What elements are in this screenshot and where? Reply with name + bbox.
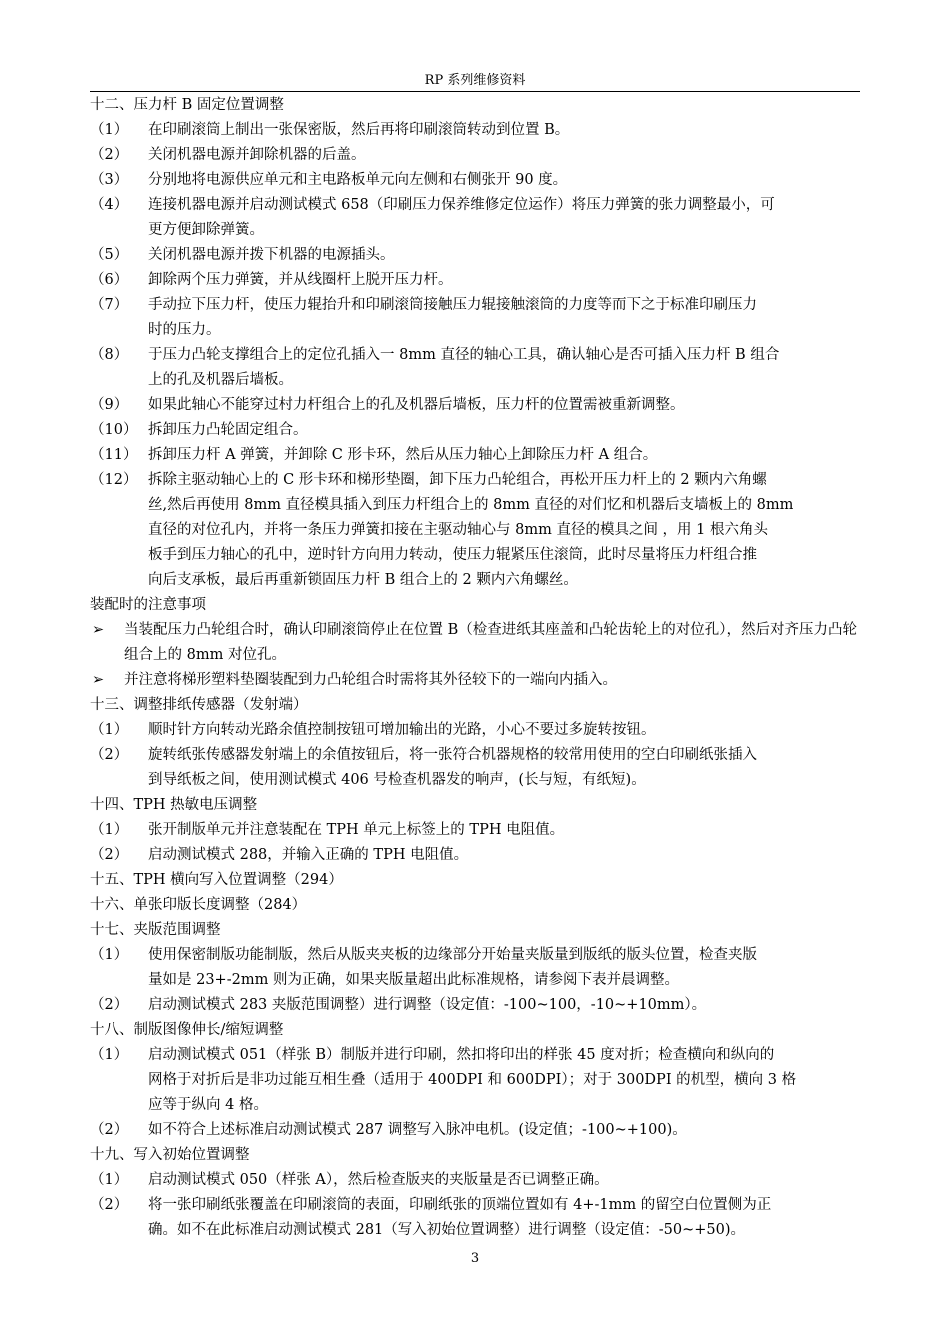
section-heading: 十六、单张印版长度调整（284） <box>90 897 307 913</box>
step-number: （10） <box>90 422 138 438</box>
step-number: （2） <box>90 997 129 1013</box>
step-text-line: 更方便卸除弹簧。 <box>148 222 264 238</box>
step-number: （2） <box>90 747 129 763</box>
step-text-line: 丝,然后再使用 8mm 直径模具插入到压力杆组合上的 8mm 直径的对们忆和机器后支墙板上的 8mm <box>148 497 794 513</box>
step-text-line: 后对齐压力凸轮组合上的 8mm 对位孔。 <box>124 622 858 663</box>
step-text-line: 量如是 23+-2mm 则为正确，如果夹版量超出此标准规格，请参阅下表并晨调整。 <box>148 972 679 988</box>
step-text-line: 应等于纵向 4 格。 <box>148 1097 268 1113</box>
step-number: （5） <box>90 247 129 263</box>
step-text-line: 时的压力。 <box>148 322 221 338</box>
numbered-step <box>90 1168 860 1193</box>
step-text-line: 上的孔及机器后墙板。 <box>148 372 293 388</box>
step-text-line: 关闭机器电源并卸除机器的后盖。 <box>148 147 366 163</box>
step-number: （8） <box>90 347 129 363</box>
step-text-line: 如不符合上述标准启动测试模式 287 调整写入脉冲电机。(设定值；-100~+100)。 <box>148 1122 687 1138</box>
step-text-line: 启动测试模式 283 夹版范围调整）进行调整（设定值：-100~100，-10~+10mm）。 <box>148 997 707 1013</box>
step-number: （3） <box>90 172 129 188</box>
section-heading: 十三、调整排纸传感器（发射端） <box>90 697 308 713</box>
step-number: （1） <box>90 722 129 738</box>
step-text-line: 旋转纸张传感器发射端上的余值按钮后，将一张符合机器规格的较常用使用的空白印刷纸张插入 <box>148 747 757 763</box>
section-heading: 十八、制版图像伸长/缩短调整 <box>90 1022 284 1038</box>
step-text-line: 顺时针方向转动光路余值控制按钮可增加输出的光路，小心不要过多旋转按钮。 <box>148 722 656 738</box>
numbered-step <box>90 443 860 468</box>
step-number: （2） <box>90 147 129 163</box>
numbered-step <box>90 1043 860 1118</box>
numbered-step <box>90 943 860 993</box>
numbered-step <box>90 343 860 393</box>
numbered-step <box>90 418 860 443</box>
step-text-line: 如果此轴心不能穿过村力杆组合上的孔及机器后墙板，压力杆的位置需被重新调整。 <box>148 397 685 413</box>
bullet-item <box>90 668 860 693</box>
step-number: （12） <box>90 472 138 488</box>
section-heading: 十二、压力杆 B 固定位置调整 <box>90 97 284 113</box>
section-heading: 十七、夹版范围调整 <box>90 922 221 938</box>
bullet-arrow-icon: ➢ <box>92 622 105 638</box>
numbered-step <box>90 143 860 168</box>
page-header: RP 系列维修资料 <box>90 73 860 92</box>
step-text-line: 并注意将梯形塑料垫圈装配到力凸轮组合时需将其外径较下的一端向内插入。 <box>124 672 617 688</box>
bullet-item <box>90 618 860 668</box>
step-text-line: 确。如不在此标准启动测试模式 281（写入初始位置调整）进行调整（设定值：-50~+50)。 <box>148 1222 746 1238</box>
section-heading: 装配时的注意事项 <box>90 597 206 613</box>
step-text-line: 网格于对折后是非功过能互相生叠（适用于 400DPI 和 600DPI）；对于 300DPI 的机型，横向 3 格 <box>148 1072 797 1088</box>
step-number: （1） <box>90 122 129 138</box>
numbered-step <box>90 468 860 593</box>
numbered-step <box>90 718 860 743</box>
step-number: （9） <box>90 397 129 413</box>
numbered-step <box>90 393 860 418</box>
page-number: 3 <box>470 1251 480 1266</box>
step-text-line: 当装配压力凸轮组合时，确认印刷滚筒停止在位置 B（检查进纸其座盖和凸轮齿轮上的对位孔），然 <box>124 622 756 638</box>
step-text-line: 拆卸压力凸轮固定组合。 <box>148 422 308 438</box>
step-text-line: 到导纸板之间，使用测试模式 406 号检查机器发的响声，(长与短，有纸短)。 <box>148 772 646 788</box>
step-text-line: 向后支承板，最后再重新锁固压力杆 B 组合上的 2 颗内六角螺丝。 <box>148 572 578 588</box>
step-number: （6） <box>90 272 129 288</box>
bullet-arrow-icon: ➢ <box>92 672 105 688</box>
numbered-step <box>90 168 860 193</box>
numbered-step <box>90 1193 860 1243</box>
section-heading: 十五、TPH 横向写入位置调整（294） <box>90 872 343 888</box>
numbered-step <box>90 118 860 143</box>
step-text-line: 将一张印刷纸张覆盖在印刷滚筒的表面，印刷纸张的顶端位置如有 4+-1mm 的留空白位置侧为正 <box>148 1197 772 1213</box>
step-text-line: 拆卸压力杆 A 弹簧，并卸除 C 形卡环，然后从压力轴心上卸除压力杆 A 组合。 <box>148 447 658 463</box>
step-text-line: 启动测试模式 051（样张 B）制版并进行印刷，然扣将印出的样张 45 度对折；检查横向和纵向的 <box>148 1047 775 1063</box>
numbered-step <box>90 243 860 268</box>
numbered-step <box>90 818 860 843</box>
numbered-step <box>90 843 860 868</box>
step-text-line: 拆除主驱动轴心上的 C 形卡环和梯形垫圈，卸下压力凸轮组合，再松开压力杆上的 2 颗内六角螺 <box>148 472 767 488</box>
step-text-line: 卸除两个压力弹簧，并从线圈杆上脱开压力杆。 <box>148 272 453 288</box>
document-body <box>90 93 860 1243</box>
step-number: （2） <box>90 1197 129 1213</box>
numbered-step <box>90 293 860 343</box>
step-text-line: 手动拉下压力杆，使压力辊抬升和印刷滚筒接触压力辊接触滚筒的力度等而下之于标准印刷压力 <box>148 297 757 313</box>
step-text-line: 直径的对位孔内，并将一条压力弹簧扣接在主驱动轴心与 8mm 直径的模具之间 ，用 1 根六角头 <box>148 522 768 538</box>
numbered-step <box>90 743 860 793</box>
step-text-line: 张开制版单元并注意装配在 TPH 单元上标签上的 TPH 电阻值。 <box>148 822 565 838</box>
step-text-line: 于压力凸轮支撑组合上的定位孔插入一 8mm 直径的轴心工具，确认轴心是否可插入压力杆 B 组合 <box>148 347 780 363</box>
step-number: （7） <box>90 297 129 313</box>
step-text-line: 连接机器电源并启动测试模式 658（印刷压力保养维修定位运作）将压力弹簧的张力调整最小，可 <box>148 197 775 213</box>
step-number: （2） <box>90 847 129 863</box>
section-heading: 十四、TPH 热敏电压调整 <box>90 797 258 813</box>
numbered-step <box>90 993 860 1018</box>
step-number: （11） <box>90 447 138 463</box>
numbered-step <box>90 268 860 293</box>
step-text-line: 分别地将电源供应单元和主电路板单元向左侧和右侧张开 90 度。 <box>148 172 568 188</box>
step-number: （1） <box>90 1172 129 1188</box>
step-text-line: 板手到压力轴心的孔中，逆时针方向用力转动，使压力辊紧压住滚筒，此时尽量将压力杆组合推 <box>148 547 757 563</box>
step-text-line: 在印刷滚筒上制出一张保密版，然后再将印刷滚筒转动到位置 B。 <box>148 122 570 138</box>
step-number: （1） <box>90 947 129 963</box>
step-number: （1） <box>90 1047 129 1063</box>
step-number: （1） <box>90 822 129 838</box>
section-heading: 十九、写入初始位置调整 <box>90 1147 250 1163</box>
step-number: （4） <box>90 197 129 213</box>
numbered-step <box>90 1118 860 1143</box>
numbered-step <box>90 193 860 243</box>
step-text-line: 启动测试模式 288，并输入正确的 TPH 电阻值。 <box>148 847 469 863</box>
step-number: （2） <box>90 1122 129 1138</box>
step-text-line: 使用保密制版功能制版，然后从版夹夹板的边缘部分开始量夹版量到版纸的版头位置，检查夹版 <box>148 947 757 963</box>
step-text-line: 启动测试模式 050（样张 A），然后检查版夹的夹版量是否已调整正确。 <box>148 1172 609 1188</box>
step-text-line: 关闭机器电源并拨下机器的电源插头。 <box>148 247 395 263</box>
